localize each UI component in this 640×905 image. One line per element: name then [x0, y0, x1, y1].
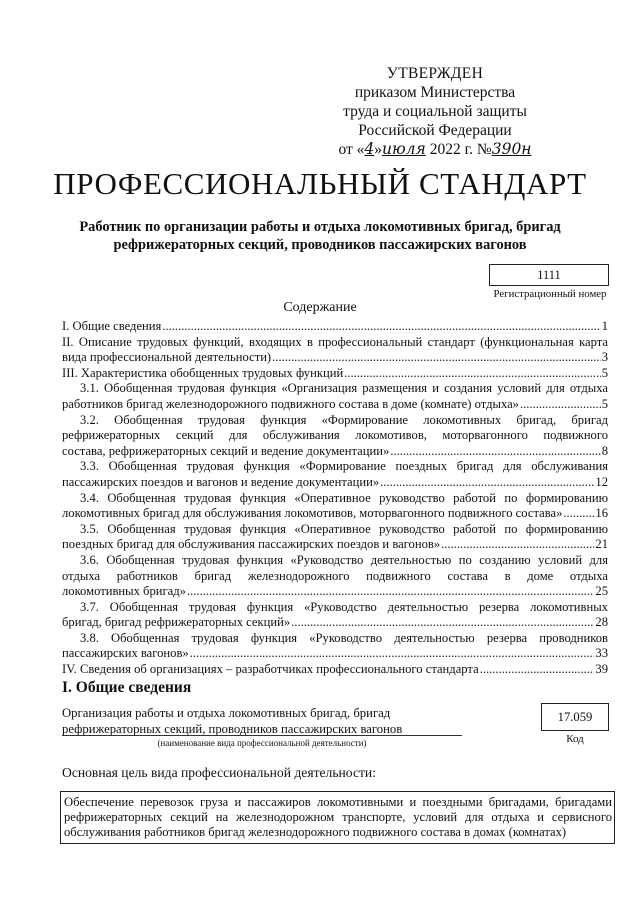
toc-entry[interactable] [62, 553, 608, 600]
toc-entry[interactable] [62, 600, 608, 631]
approval-line: Российской Федерации [358, 122, 512, 139]
toc-entry[interactable] [62, 662, 608, 678]
toc-entry-text: рефрижераторных секций для обслуживания локомотивов, моторвагонного подвижного [62, 428, 608, 443]
approved-heading: УТВЕРЖДЕН [386, 65, 484, 82]
toc-entry-text: пассажирских вагонов» [62, 646, 189, 661]
toc-entry-text: 3.1. Обобщенная трудовая функция «Организация размещения и создания условий для отдыха [80, 381, 608, 396]
activity-underline [62, 735, 462, 736]
toc-entry-text: отдыха работников бригад железнодорожного подвижного состава в доме отдыха [62, 568, 608, 583]
activity-type-name: Организация работы и отдыха локомотивных бригад, бригад рефрижераторных секций, проводников пассажирских вагонов [62, 706, 403, 736]
toc-page-number: 3 [601, 350, 608, 365]
toc-entry[interactable] [62, 413, 608, 460]
toc-leader [441, 537, 594, 553]
approval-line: приказом Министерства [354, 84, 516, 101]
toc-entry[interactable] [62, 631, 608, 662]
toc-entry-text: 3.7. Обобщенная трудовая функция «Руководство деятельностью резерва локомотивных [80, 599, 608, 614]
toc-entry-text: 3.5. Обобщенная трудовая функция «Оперативное руководство работой по формированию [80, 521, 608, 536]
toc-page-number: 12 [595, 474, 608, 489]
toc-entry-text: работников бригад железнодорожного подвижного состава в доме (комнате) отдыха» [62, 396, 519, 411]
document-subtitle: Работник по организации работы и отдыха локомотивных бригад, бригад рефрижераторных секций, проводников пассажирских вагонов [79, 219, 561, 253]
toc-page-number: 16 [595, 506, 608, 521]
approval-line: труда и социальной защиты [343, 103, 527, 120]
handwritten-order-number: 390н [491, 140, 532, 158]
registration-number-box: 1111 [489, 264, 609, 286]
toc-entry-text: вида профессиональной деятельности) [62, 350, 272, 365]
toc-entry-text: III. Характеристика обобщенных трудовых функций [62, 365, 344, 380]
toc-entry-text: 3.2. Обобщенная трудовая функция «Формирование локомотивных бригад, бригад [80, 412, 608, 427]
activity-code-label: Код [566, 733, 584, 745]
toc-leader [344, 366, 601, 382]
registration-number-label: Регистрационный номер [493, 288, 607, 300]
toc-entry-text: 3.3. Обобщенная трудовая функция «Формирование поездных бригад для обслуживания [80, 459, 608, 474]
toc-leader [187, 584, 594, 600]
toc-entry-text: локомотивных бригад» [62, 584, 186, 599]
toc-page-number: 8 [601, 443, 608, 458]
toc-page-number: 39 [595, 662, 608, 677]
table-of-contents [62, 319, 608, 678]
toc-leader [563, 506, 594, 522]
handwritten-day: 4 [364, 140, 375, 158]
toc-leader [520, 397, 601, 413]
toc-page-number: 33 [595, 646, 608, 661]
toc-entry[interactable] [62, 319, 608, 335]
toc-entry-text: пассажирских поездов и вагонов и ведение документации» [62, 474, 380, 489]
goal-label: Основная цель вида профессиональной деятельности: [62, 765, 376, 780]
date-prefix: от « [338, 141, 365, 158]
toc-entry[interactable] [62, 522, 608, 553]
toc-leader [162, 319, 600, 335]
approval-date-line [325, 140, 545, 159]
toc-page-number: 5 [601, 396, 608, 411]
toc-entry-text: 3.8. Обобщенная трудовая функция «Руководство деятельностью резерва проводников [80, 630, 608, 645]
activity-caption: (наименование вида профессиональной деятельности) [157, 738, 367, 748]
toc-entry[interactable] [62, 491, 608, 522]
toc-entry[interactable] [62, 459, 608, 490]
toc-entry-text: состава, рефрижераторных секций и ведение документации» [62, 443, 390, 458]
toc-entry[interactable] [62, 366, 608, 382]
toc-page-number: 21 [595, 537, 608, 552]
toc-entry-text: 3.6. Обобщенная трудовая функция «Руководство деятельностью по созданию условий для [80, 552, 608, 567]
toc-entry-text: поездных бригад для обслуживания пассажирских поездов и вагонов» [62, 537, 441, 552]
section-heading: I. Общие сведения [62, 679, 192, 696]
toc-entry-text: бригад, бригад рефрижераторных секций» [62, 615, 291, 630]
handwritten-month: июля [382, 140, 426, 158]
toc-entry-text: локомотивных бригад для обслуживания локомотивов, моторвагонного подвижного состава» [62, 506, 563, 521]
document-title: ПРОФЕССИОНАЛЬНЫЙ СТАНДАРТ [53, 166, 587, 201]
goal-text-box: Обеспечение перевозок груза и пассажиров локомотивными и поездными бригадами, бригадами рефрижераторных секций на железнодорожном транспорте, условий для отдыха и сервисного обслуживания работников бригад железнодорожного подвижного состава в домах (комнатах) [60, 791, 615, 844]
toc-entry-text: I. Общие сведения [62, 319, 162, 333]
approval-block [325, 64, 545, 159]
toc-leader [272, 350, 601, 366]
toc-leader [390, 444, 600, 460]
toc-entry-text: IV. Сведения об организациях – разработчиках профессионального стандарта [62, 662, 479, 677]
toc-page-number: 25 [595, 584, 608, 599]
toc-leader [380, 475, 594, 491]
toc-entry[interactable] [62, 335, 608, 366]
toc-page-number: 5 [601, 365, 608, 380]
toc-leader [190, 646, 595, 662]
toc-page-number: 1 [601, 319, 608, 333]
toc-leader [480, 662, 595, 678]
toc-entry-text: II. Описание трудовых функций, входящих в профессиональный стандарт (функциональная карта [62, 334, 608, 349]
year-and-number-label: 2022 г. № [429, 141, 492, 158]
toc-leader [291, 615, 594, 631]
toc-entry[interactable] [62, 381, 608, 412]
activity-code-box: 17.059 [541, 703, 609, 731]
toc-page-number: 28 [595, 615, 608, 630]
toc-entry-text: 3.4. Обобщенная трудовая функция «Оперативное руководство работой по формированию [80, 490, 608, 505]
date-separator: » [374, 141, 383, 158]
toc-heading: Содержание [283, 300, 357, 315]
